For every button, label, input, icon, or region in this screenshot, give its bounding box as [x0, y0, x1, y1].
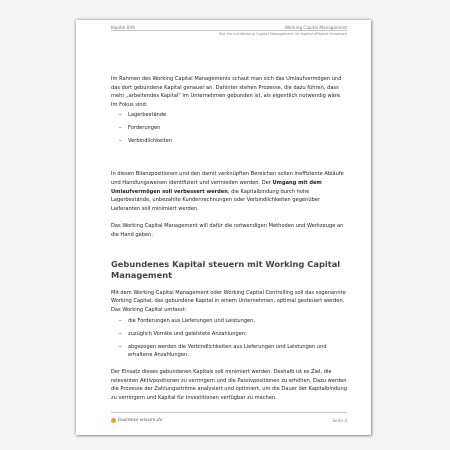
document-page [76, 20, 371, 435]
page-number: Seite 4 [332, 418, 347, 423]
section-heading: Gebundenes Kapital steuern mit Working Capital Management [111, 259, 341, 280]
list-item: – abgezogen werden die Verbindlichkeiten aus Lieferungen und Leistungen und erhaltene Anzahlungen. [119, 343, 327, 359]
list-item: – Forderungen [119, 125, 161, 132]
bullet-dash: – [119, 317, 122, 324]
intro-paragraph: Im Rahmen des Working Capital Managements schaut man sich das Umlaufvermögen und das dort gebundene Kapital genauer an. Dahinter stehen Prozesse, die dazu führen, dass mehr „arbeitendes Kapital“ im Unternehmen gebunden ist, als eigentlich notwendig wäre. Im Fokus sind: [111, 76, 342, 108]
goal-paragraph: Der Einsatz dieses gebundenen Kapitals soll minimiert werden. Deshalb ist es Ziel, die relevanten Aktivpositionen zu verringern und die Passivpositionen zu erhöhen. Dazu werden die Prozesse der Zahlungsströme analysiert und optimiert, um die Dauer der Kapitalbindung zu verringern und Kapital für Investitionen verfügbar zu machen. [111, 369, 347, 401]
header-subtitle: Wie Sie mit Working Capital Management Ihr Kapital effizient einsetzen [218, 32, 347, 36]
logo-text: business-wissen.de [118, 418, 163, 423]
bullet-dash: – [119, 330, 122, 337]
header-chapter: Kapitel 049 [111, 25, 135, 30]
list-item: – Lagerbestände [119, 112, 167, 119]
bullet-dash: – [119, 125, 122, 132]
bullet-dash: – [119, 138, 122, 145]
working-capital-list [119, 317, 347, 360]
emphasis-text: Umgang mit dem Umlaufvermögen soll verbessert werden [111, 179, 322, 195]
list-item: – die Forderungen aus Lieferungen und Leistungen, [119, 317, 256, 324]
bullet-dash: – [119, 343, 122, 350]
list-item: – Verbindlichkeiten [119, 138, 172, 145]
footer-logo [111, 418, 163, 423]
focus-list [119, 111, 347, 146]
document-body [111, 75, 347, 403]
footer-divider [111, 412, 347, 413]
bullet-dash: – [119, 112, 122, 119]
efficiency-paragraph: In diesen Bilanzpositionen und den damit verknüpften Bereichen sollen ineffiziente Abläufe und Handlungsweisen identifiziert und vermieden werden. Der Umgang mit dem Umlaufvermögen soll verbessert werden, die Kapitalbindung durch hohe Lagerbestände, unbezahlte Kundenrechnungen oder Verbindlichkeiten gegenüber Lieferanten soll minimiert werden. [111, 171, 344, 212]
header-divider [111, 30, 347, 31]
tools-paragraph: Das Working Capital Management will dafür die notwendigen Methoden und Werkzeuge an die Hand geben. [111, 223, 344, 238]
list-item: – zuzüglich Vorräte und geleistete Anzahlungen; [119, 330, 247, 337]
definition-paragraph: Mit dem Working Capital Management oder Working Capital Controlling soll das sogenannte Working Capital, das gebundene Kapital in einem Unternehmen, optimal gesteuert werden. Das Working Capital umfasst: [111, 289, 346, 314]
header-title: Working Capital Management [284, 25, 347, 30]
logo-dot-icon [111, 418, 116, 423]
